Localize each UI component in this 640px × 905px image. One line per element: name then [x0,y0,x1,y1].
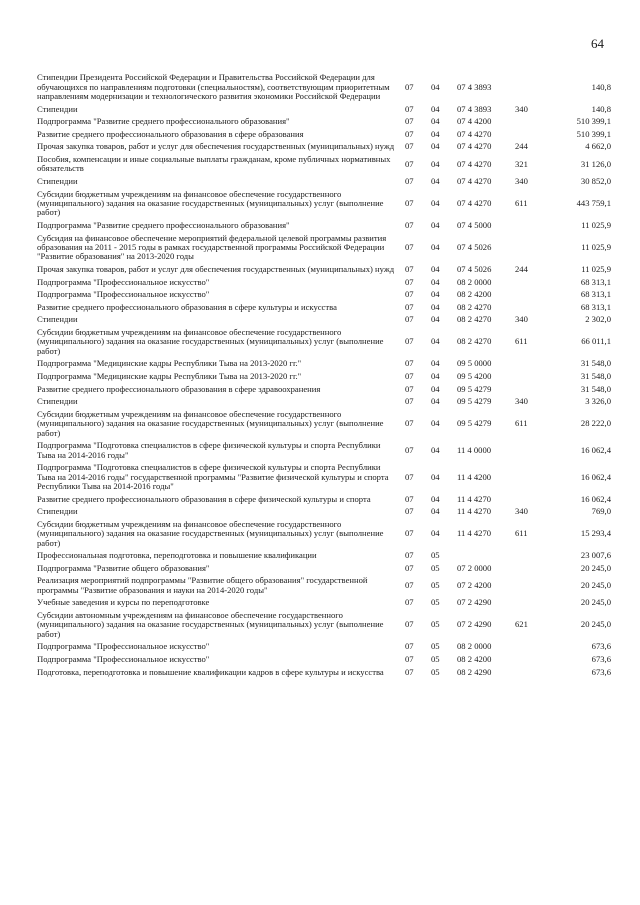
row-expense-type: 340 [515,103,528,114]
row-section-code: 07 [405,141,414,152]
row-section-code: 07 [405,396,414,407]
row-expense-type [515,287,543,300]
row-subsection-code: 05 [431,562,440,573]
row-section-code: 07 [405,619,414,630]
row-target-article: 11 4 4200 [457,471,492,482]
row-amount: 16 062,4 [580,471,611,482]
row-section-code: 07 [405,241,414,252]
row-target-article: 07 4 4270 [457,197,492,208]
row-target-article: 09 5 4279 [457,418,492,429]
row-subsection-code: 04 [431,219,440,230]
row-name: Подпрограмма "Развитие общего образования" [37,562,210,573]
row-subsection-code: 04 [431,493,440,504]
row-section-code: 07 [405,263,414,274]
row-target-article: 07 4 3893 [457,81,492,92]
row-section-code: 07 [405,197,414,208]
row-section-code: 07 [405,418,414,429]
row-subsection-code: 04 [431,175,440,186]
row-amount: 11 025,9 [581,241,611,252]
row-expense-type [515,230,543,261]
row-amount: 68 313,1 [580,301,611,312]
row-name: Развитие среднего профессионального образования в сфере культуры и искусства [37,301,337,312]
table-row [37,230,611,261]
row-target-article: 08 2 0000 [457,276,492,287]
row-expense-type: 340 [515,396,528,407]
row-name: Подпрограмма "Медицинские кадры Республики Тыва на 2013-2020 гг." [37,370,302,381]
table-row [37,152,611,174]
row-target-article: 07 4 5026 [457,263,492,274]
row-name: Развитие среднего профессионального образования в сфере образования [37,128,304,139]
table-row [37,608,611,639]
row-amount: 15 293,4 [580,528,611,539]
row-section-code: 07 [405,103,414,114]
row-subsection-code: 04 [431,158,440,169]
row-section-code: 07 [405,506,414,517]
row-target-article: 07 4 4270 [457,158,492,169]
row-subsection-code: 05 [431,619,440,630]
row-section-code: 07 [405,158,414,169]
row-amount: 31 548,0 [580,383,611,394]
row-name: Стипендии [37,314,78,325]
row-name: Подпрограмма "Развитие среднего профессионального образования" [37,219,290,230]
table-row [37,312,611,325]
row-amount: 510 399,1 [576,116,611,127]
row-name: Субсидии бюджетным учреждениям на финансовое обеспечение государственного (муниципального) задания на оказание государственных (муниципальных) услуг (выполнение работ) [37,408,384,438]
row-expense-type: 611 [515,418,528,429]
table-row [37,356,611,369]
row-amount: 673,6 [591,666,611,677]
row-name: Стипендии [37,175,78,186]
row-subsection-code: 04 [431,128,440,139]
row-target-article [457,548,515,561]
row-name: Подпрограмма "Профессиональное искусство" [37,641,210,652]
row-amount: 20 245,0 [580,597,611,608]
row-expense-type [515,218,543,231]
row-amount: 20 245,0 [580,580,611,591]
row-name: Профессиональная подготовка, переподготовка и повышение квалификации [37,550,317,561]
row-amount: 66 011,1 [581,336,611,347]
row-section-code: 07 [405,383,414,394]
row-name: Подпрограмма "Профессиональное искусство" [37,276,210,287]
row-amount: 11 025,9 [581,219,611,230]
row-name: Стипендии [37,506,78,517]
row-expense-type [515,438,543,460]
table-row [37,573,611,595]
table-row [37,274,611,287]
row-amount: 30 852,0 [580,175,611,186]
row-section-code: 07 [405,528,414,539]
table-row [37,664,611,677]
row-amount: 140,8 [591,103,611,114]
row-expense-type: 244 [515,141,528,152]
row-amount: 3 326,0 [585,396,611,407]
row-target-article: 08 2 0000 [457,641,492,652]
row-section-code: 07 [405,276,414,287]
row-name: Стипендии [37,396,78,407]
row-amount: 20 245,0 [580,619,611,630]
table-row [37,595,611,608]
row-target-article: 07 2 4200 [457,580,492,591]
row-section-code: 07 [405,116,414,127]
row-name: Стипендии Президента Российской Федерации и Правительства Российской Федерации для обучающихся по направлениям подготовки (специальностям), соответствующим приоритетным направлениям модернизации и технологического развития экономики Российской Федерации [37,72,390,101]
row-amount: 16 062,4 [580,444,611,455]
row-name: Субсидия на финансовое обеспечение мероприятий федеральной целевой программы развития образования на 2011 - 2015 годы в рамках государственной программы Российской Федерации "Развитие образования" на 2013-2020 годы [37,232,387,262]
row-subsection-code: 04 [431,301,440,312]
table-row [37,438,611,460]
row-subsection-code: 04 [431,471,440,482]
row-amount: 2 302,0 [585,314,611,325]
row-section-code: 07 [405,471,414,482]
table-row [37,652,611,665]
row-name: Подпрограмма "Профессиональное искусство" [37,653,210,664]
row-subsection-code: 04 [431,241,440,252]
row-target-article: 09 5 4279 [457,383,492,394]
row-expense-type [515,652,543,665]
row-target-article: 11 4 4270 [457,493,492,504]
row-expense-type: 244 [515,263,528,274]
row-expense-type: 611 [515,528,528,539]
table-row [37,325,611,356]
row-name: Субсидии автономным учреждениям на финансовое обеспечение государственного (муниципального) задания на оказание государственных (муниципальных) услуг (выполнение работ) [37,609,384,639]
row-target-article: 07 2 0000 [457,562,492,573]
row-expense-type [515,491,543,504]
row-subsection-code: 05 [431,580,440,591]
row-target-article: 08 2 4200 [457,289,492,300]
row-subsection-code: 04 [431,276,440,287]
table-row [37,407,611,438]
table-row [37,548,611,561]
table-row [37,394,611,407]
row-name: Субсидии бюджетным учреждениям на финансовое обеспечение государственного (муниципального) задания на оказание государственных (муниципальных) услуг (выполнение работ) [37,326,384,356]
row-subsection-code: 05 [431,666,440,677]
row-section-code: 07 [405,641,414,652]
row-target-article: 09 5 0000 [457,358,492,369]
row-subsection-code: 05 [431,597,440,608]
table-row [37,300,611,313]
row-expense-type: 321 [515,158,528,169]
row-section-code: 07 [405,301,414,312]
row-expense-type [515,70,543,101]
row-amount: 4 662,0 [585,141,611,152]
row-section-code: 07 [405,289,414,300]
row-name: Подпрограмма "Профессиональное искусство" [37,289,210,300]
row-amount: 31 126,0 [580,158,611,169]
row-amount: 673,6 [591,641,611,652]
table-row [37,381,611,394]
budget-table [37,70,611,677]
row-name: Прочая закупка товаров, работ и услуг для обеспечения государственных (муниципальных) нужд [37,263,395,274]
row-name: Подготовка, переподготовка и повышение квалификации кадров в сфере культуры и искусства [37,666,384,677]
table-row [37,218,611,231]
row-section-code: 07 [405,175,414,186]
row-subsection-code: 04 [431,506,440,517]
row-amount: 31 548,0 [580,370,611,381]
row-amount: 31 548,0 [580,358,611,369]
row-name: Прочая закупка товаров, работ и услуг для обеспечения государственных (муниципальных) нужд [37,141,395,152]
row-amount: 769,0 [591,506,611,517]
row-name: Подпрограмма "Подготовка специалистов в сфере физической культуры и спорта Республики Тыва на 2014-2016 годы" [37,440,381,460]
row-target-article: 07 4 3893 [457,103,492,114]
row-subsection-code: 04 [431,444,440,455]
row-subsection-code: 04 [431,197,440,208]
row-subsection-code: 04 [431,370,440,381]
table-row [37,127,611,140]
table-row [37,262,611,275]
row-expense-type [515,548,543,561]
row-section-code: 07 [405,81,414,92]
row-section-code: 07 [405,562,414,573]
table-row [37,369,611,382]
row-expense-type [515,381,543,394]
row-subsection-code: 04 [431,141,440,152]
row-subsection-code: 05 [431,550,440,561]
row-target-article: 11 4 0000 [457,444,492,455]
row-target-article: 09 5 4279 [457,396,492,407]
row-expense-type: 621 [515,619,528,630]
row-expense-type: 611 [515,197,528,208]
table-row [37,114,611,127]
row-subsection-code: 04 [431,383,440,394]
table-row [37,517,611,548]
row-amount: 11 025,9 [581,263,611,274]
row-target-article: 07 4 4270 [457,175,492,186]
row-subsection-code: 04 [431,289,440,300]
row-section-code: 07 [405,219,414,230]
row-name: Пособия, компенсации и иные социальные выплаты гражданам, кроме публичных нормативных обязательств [37,153,391,174]
table-row [37,561,611,574]
table-row [37,287,611,300]
table-row [37,174,611,187]
row-expense-type [515,300,543,313]
row-name: Реализация мероприятий подпрограммы "Развитие общего образования" государственной программы "Развитие образования и науки на 2014-2020 годы" [37,575,368,595]
row-name: Субсидии бюджетным учреждениям на финансовое обеспечение государственного (муниципального) задания на оказание государственных (муниципальных) услуг (выполнение работ) [37,188,384,218]
row-section-code: 07 [405,597,414,608]
row-target-article: 11 4 4270 [457,528,492,539]
table-row [37,101,611,114]
row-expense-type: 611 [515,336,528,347]
row-target-article: 08 2 4270 [457,336,492,347]
row-expense-type [515,664,543,677]
row-target-article: 07 2 4290 [457,597,492,608]
row-amount: 510 399,1 [576,128,611,139]
row-subsection-code: 04 [431,336,440,347]
row-section-code: 07 [405,128,414,139]
row-expense-type: 340 [515,314,528,325]
row-target-article: 08 2 4270 [457,314,492,325]
table-row [37,491,611,504]
row-expense-type [515,460,543,491]
row-target-article: 08 2 4200 [457,653,492,664]
row-expense-type [515,114,543,127]
row-name: Развитие среднего профессионального образования в сфере здравоохранения [37,383,321,394]
row-name: Подпрограмма "Развитие среднего профессионального образования" [37,116,290,127]
row-subsection-code: 05 [431,641,440,652]
budget-table-body [37,70,611,677]
row-expense-type: 340 [515,506,528,517]
row-section-code: 07 [405,336,414,347]
row-section-code: 07 [405,358,414,369]
row-subsection-code: 04 [431,116,440,127]
row-target-article: 07 2 4290 [457,619,492,630]
row-amount: 68 313,1 [580,289,611,300]
row-subsection-code: 05 [431,653,440,664]
row-amount: 443 759,1 [576,197,611,208]
row-subsection-code: 04 [431,396,440,407]
row-target-article: 11 4 4270 [457,506,492,517]
row-expense-type [515,573,543,595]
row-section-code: 07 [405,666,414,677]
row-subsection-code: 04 [431,81,440,92]
row-target-article: 07 4 4200 [457,116,492,127]
row-subsection-code: 04 [431,528,440,539]
row-section-code: 07 [405,653,414,664]
row-expense-type [515,595,543,608]
row-section-code: 07 [405,370,414,381]
table-row [37,460,611,491]
row-target-article: 09 5 4200 [457,370,492,381]
row-expense-type [515,561,543,574]
row-amount: 68 313,1 [580,276,611,287]
row-subsection-code: 04 [431,418,440,429]
row-subsection-code: 04 [431,358,440,369]
row-name: Стипендии [37,103,78,114]
row-expense-type [515,369,543,382]
row-expense-type [515,356,543,369]
row-expense-type [515,274,543,287]
table-row [37,70,611,101]
table-row [37,639,611,652]
row-name: Развитие среднего профессионального образования в сфере физической культуры и спорта [37,493,371,504]
row-subsection-code: 04 [431,314,440,325]
row-amount: 16 062,4 [580,493,611,504]
row-target-article: 07 4 4270 [457,141,492,152]
row-subsection-code: 04 [431,263,440,274]
row-subsection-code: 04 [431,103,440,114]
row-name: Учебные заведения и курсы по переподготовке [37,597,210,608]
row-amount: 23 007,6 [580,550,611,561]
table-row [37,139,611,152]
row-section-code: 07 [405,444,414,455]
row-expense-type: 340 [515,175,528,186]
table-row [37,504,611,517]
page-number: 64 [591,36,604,51]
row-amount: 140,8 [591,81,611,92]
row-target-article: 08 2 4270 [457,301,492,312]
row-section-code: 07 [405,493,414,504]
row-name: Подпрограмма "Медицинские кадры Республики Тыва на 2013-2020 гг." [37,358,302,369]
row-expense-type [515,127,543,140]
row-section-code: 07 [405,580,414,591]
row-section-code: 07 [405,314,414,325]
row-target-article: 07 4 5026 [457,241,492,252]
row-target-article: 07 4 4270 [457,128,492,139]
table-row [37,186,611,217]
row-section-code: 07 [405,550,414,561]
row-target-article: 08 2 4290 [457,666,492,677]
row-name: Субсидии бюджетным учреждениям на финансовое обеспечение государственного (муниципального) задания на оказание государственных (муниципальных) услуг (выполнение работ) [37,518,384,548]
row-amount: 20 245,0 [580,562,611,573]
row-amount: 28 222,0 [580,418,611,429]
row-name: Подпрограмма "Подготовка специалистов в сфере физической культуры и спорта Республики Тыва на 2014-2016 годы" государственной программы "Развитие физической культуры и спорта Республики Тыва на 2014-2016 годы" [37,462,389,491]
row-amount: 673,6 [591,653,611,664]
row-target-article: 07 4 5000 [457,219,492,230]
row-expense-type [515,639,543,652]
